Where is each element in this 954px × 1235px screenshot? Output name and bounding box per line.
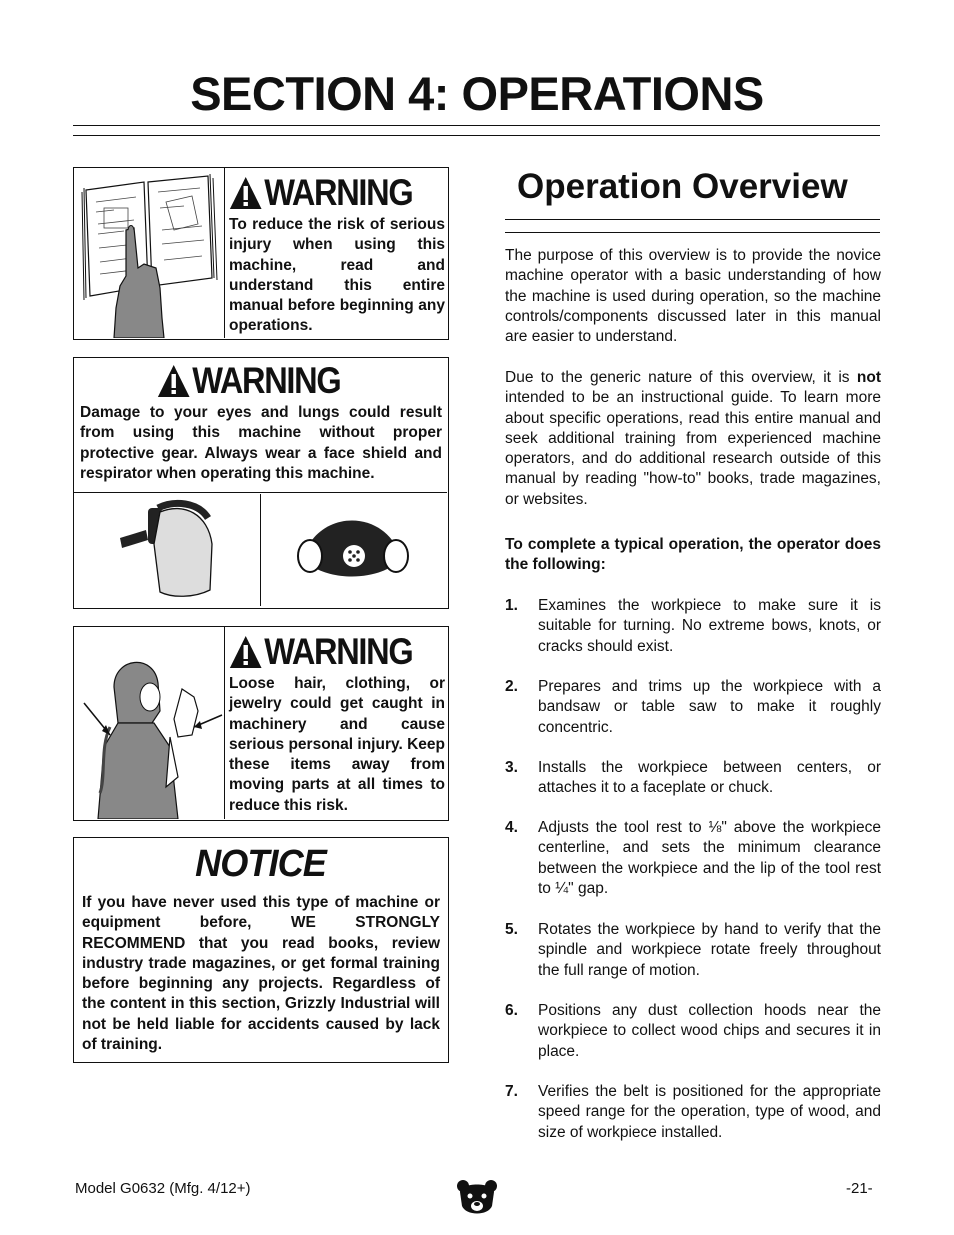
- procedure-step: [505, 677, 881, 738]
- step-number: 4.: [505, 819, 518, 836]
- face-shield-icon: [74, 494, 261, 606]
- step-text: Rotates the workpiece by hand to verify that the spindle and workpiece rotate freely throughout the full range of motion.: [538, 921, 881, 979]
- title-rule: [73, 125, 880, 126]
- paragraph-2-end: intended to be an instructional guide. To learn more about specific operations, read this entire manual and seek additional training from experienced machine operators, and do additional research outside of this manual by reading "how-to" books, trade magazines, or websites.: [505, 389, 881, 508]
- heading-rule: [505, 219, 880, 220]
- warning-triangle-icon: [229, 635, 262, 669]
- respirator-icon: [262, 494, 447, 606]
- page-title: SECTION 4: OPERATIONS: [190, 67, 764, 120]
- step-text: Adjusts the tool rest to ⅛" above the workpiece centerline, and sets the minimum clearance between the workpiece and the lip of the tool rest to ¼" gap.: [538, 819, 881, 897]
- warning-banner-label: WARNING: [264, 172, 413, 213]
- procedure-step: [505, 1082, 881, 1143]
- warning-text: Damage to your eyes and lungs could result from using this machine without proper protective gear. Always wear a face shield and respirator when operating this machine.: [80, 404, 442, 482]
- section-heading: Operation Overview: [517, 167, 848, 206]
- procedure-step: [505, 758, 881, 799]
- step-number: 2.: [505, 678, 518, 695]
- step-number: 5.: [505, 921, 518, 938]
- step-number: 6.: [505, 1002, 518, 1019]
- bear-logo-icon: [456, 1178, 498, 1225]
- step-number: 3.: [505, 759, 518, 776]
- overview-paragraph-1: The purpose of this overview is to provide the novice machine operator with a basic understanding of how the machine is used during operation, so the machine controls/components discussed later in this manual are easier to understand.: [505, 247, 881, 346]
- procedure-step: [505, 920, 881, 981]
- procedure-step: [505, 818, 881, 899]
- heading-rule-lower: [505, 232, 880, 233]
- notice-text: If you have never used this type of machine or equipment before, WE STRONGLY RECOMMEND that you read books, review industry trade magazines, or get formal training before beginning any projects. Regardless of the content in this section, Grizzly Industrial will not be held liable for accidents caused by lack of training.: [82, 894, 440, 1054]
- step-text: Examines the workpiece to make sure it is suitable for turning. No extreme bows, knots, or cracks should exist.: [538, 597, 881, 655]
- warning-banner: [229, 633, 419, 670]
- step-number: 1.: [505, 597, 518, 614]
- warning-banner-label: WARNING: [192, 360, 341, 401]
- warning-text: Loose hair, clothing, or jewelry could get caught in machinery and cause serious personal injury. Keep these items away from moving parts at all times to reduce this risk.: [229, 675, 445, 814]
- overview-paragraph-2: [505, 368, 881, 510]
- warning-loose-hair: [73, 626, 449, 821]
- procedure-lead: To complete a typical operation, the operator does the following:: [505, 536, 881, 574]
- warning-protective-gear: [73, 357, 449, 609]
- page-number: -21-: [846, 1180, 873, 1197]
- warning-read-manual: [73, 167, 449, 340]
- warning-triangle-icon: [157, 364, 190, 398]
- step-text: Prepares and trims up the workpiece with a bandsaw or table saw to make it roughly concentric.: [538, 678, 881, 736]
- manual-reading-icon: [74, 168, 225, 338]
- warning-banner: [157, 362, 408, 399]
- paragraph-2-emphasis: not: [856, 369, 881, 386]
- warning-banner: [229, 174, 419, 211]
- step-text: Verifies the belt is positioned for the appropriate speed range for the operation, type of wood, and size of workpiece installed.: [538, 1083, 881, 1141]
- step-text: Installs the workpiece between centers, or attaches it to a faceplate or chuck.: [538, 759, 881, 797]
- notice-box: [73, 837, 449, 1063]
- warning-text: To reduce the risk of serious injury when using this machine, read and understand this entire manual before beginning any operations.: [229, 216, 445, 335]
- title-rule-lower: [73, 135, 880, 136]
- loose-hair-icon: [74, 627, 225, 819]
- step-text: Positions any dust collection hoods near the workpiece to collect wood chips and secures it in place.: [538, 1002, 881, 1060]
- step-number: 7.: [505, 1083, 518, 1100]
- warning-banner-label: WARNING: [264, 631, 413, 672]
- paragraph-2-start: Due to the generic nature of this overview, it is: [505, 369, 857, 386]
- warning-triangle-icon: [229, 176, 262, 210]
- procedure-step: [505, 1001, 881, 1062]
- procedure-step: [505, 596, 881, 657]
- notice-banner: NOTICE: [195, 843, 326, 885]
- footer-model: Model G0632 (Mfg. 4/12+): [75, 1180, 251, 1197]
